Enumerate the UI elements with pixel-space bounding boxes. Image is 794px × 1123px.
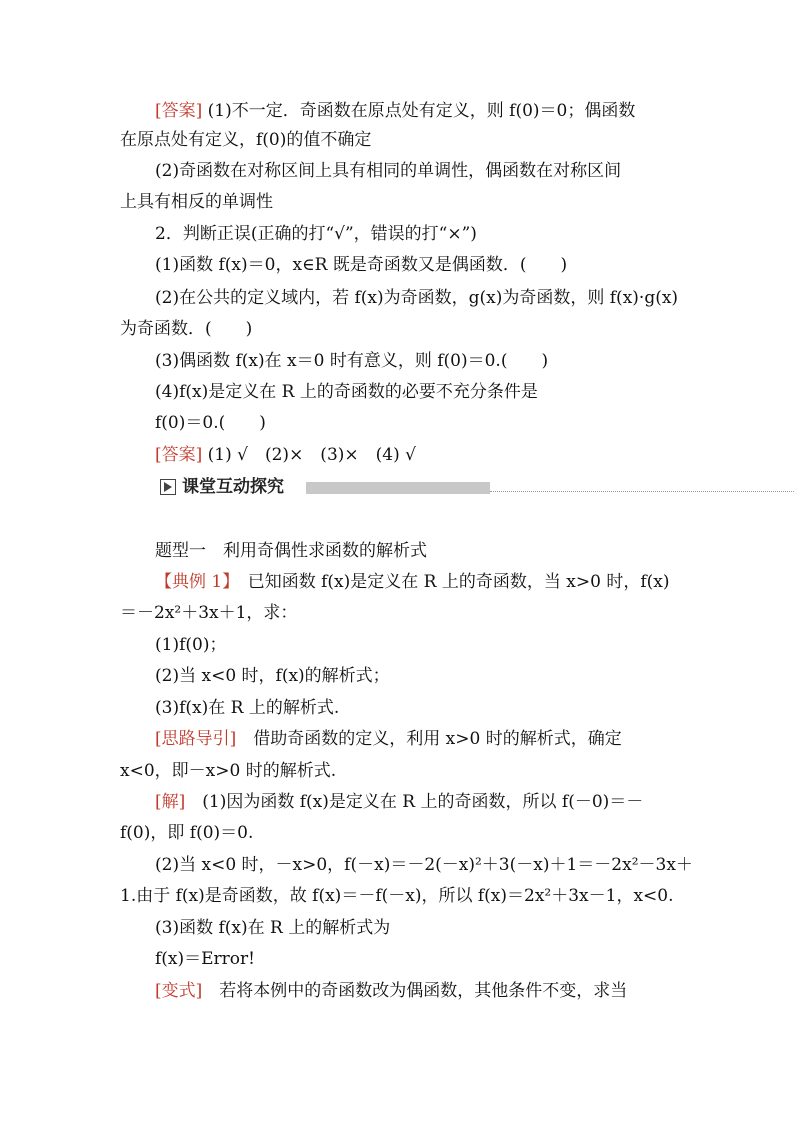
label-tag: [思路导引] (155, 729, 237, 749)
answer-1-line-3: (2)奇函数在对称区间上具有相同的单调性，偶函数在对称区间 (155, 161, 622, 181)
answer-1-line-4: 上具有相反的单调性 (120, 192, 273, 212)
hint-line-1: [思路导引] 借助奇函数的定义，利用 x>0 时的解析式，确定 (155, 729, 622, 749)
label-tag: [解] (155, 792, 186, 812)
answer-2-line: [答案] (1) √ (2)× (3)× (4) √ (155, 445, 416, 465)
section-header (160, 478, 720, 498)
question-2-item-4-line-2: f(0)＝0.( ) (155, 413, 266, 433)
example-1-line-1: 【典例 1】 已知函数 f(x)是定义在 R 上的奇函数，当 x>0 时，f(x) (155, 572, 670, 592)
solution-line-4: 1.由于 f(x)是奇函数，故 f(x)＝－f(－x)，所以 f(x)＝2x²＋3x－1，x<0. (120, 886, 674, 906)
example-1-part-3: (3)f(x)在 R 上的解析式. (155, 698, 340, 718)
label-tag: 【典例 1】 (155, 572, 231, 592)
label-tag: [答案] (155, 445, 203, 465)
question-2-item-2-line-2: 为奇函数．( ) (120, 319, 253, 339)
variant-line-1: [变式] 若将本例中的奇函数改为偶函数，其他条件不变，求当 (155, 981, 628, 1001)
answer-1-line-1: [答案] (1)不一定．奇函数在原点处有定义，则 f(0)＝0；偶函数 (155, 101, 636, 121)
solution-line-6: f(x)＝Error! (155, 949, 255, 969)
question-2-item-1: (1)函数 f(x)＝0，x∈R 既是奇函数又是偶函数．( ) (155, 255, 568, 275)
solution-line-5: (3)函数 f(x)在 R 上的解析式为 (155, 918, 391, 938)
label-tag: [答案] (155, 101, 203, 121)
question-2-item-2-line-1: (2)在公共的定义域内，若 f(x)为奇函数，g(x)为奇函数，则 f(x)·g(x) (155, 288, 679, 308)
section-title: 课堂互动探究 (182, 477, 284, 497)
solution-line-1: [解] (1)因为函数 f(x)是定义在 R 上的奇函数，所以 f(－0)＝－ (155, 792, 644, 812)
example-1-part-2: (2)当 x<0 时，f(x)的解析式； (155, 666, 390, 686)
solution-line-2: f(0)，即 f(0)＝0. (120, 823, 254, 843)
question-2-heading: 2．判断正误(正确的打“√”，错误的打“×”) (155, 224, 477, 244)
section-bar-fill (306, 482, 490, 494)
answer-1-line-2: 在原点处有定义，f(0)的值不确定 (120, 130, 372, 150)
label-tag: [变式] (155, 981, 203, 1001)
hint-line-2: x<0，即－x>0 时的解析式. (120, 761, 337, 781)
play-icon (160, 479, 176, 495)
solution-line-3: (2)当 x<0 时，－x>0，f(－x)＝－2(－x)²＋3(－x)＋1＝－2x²－3x＋ (155, 855, 693, 875)
example-1-line-2: ＝－2x²＋3x＋1，求： (120, 603, 298, 623)
topic-1-title: 题型一 利用奇偶性求函数的解析式 (155, 541, 427, 561)
question-2-item-3: (3)偶函数 f(x)在 x＝0 时有意义，则 f(0)＝0.( ) (155, 351, 549, 371)
example-1-part-1: (1)f(0)； (155, 635, 227, 655)
section-divider (490, 491, 794, 492)
question-2-item-4-line-1: (4)f(x)是定义在 R 上的奇函数的必要不充分条件是 (155, 382, 538, 402)
